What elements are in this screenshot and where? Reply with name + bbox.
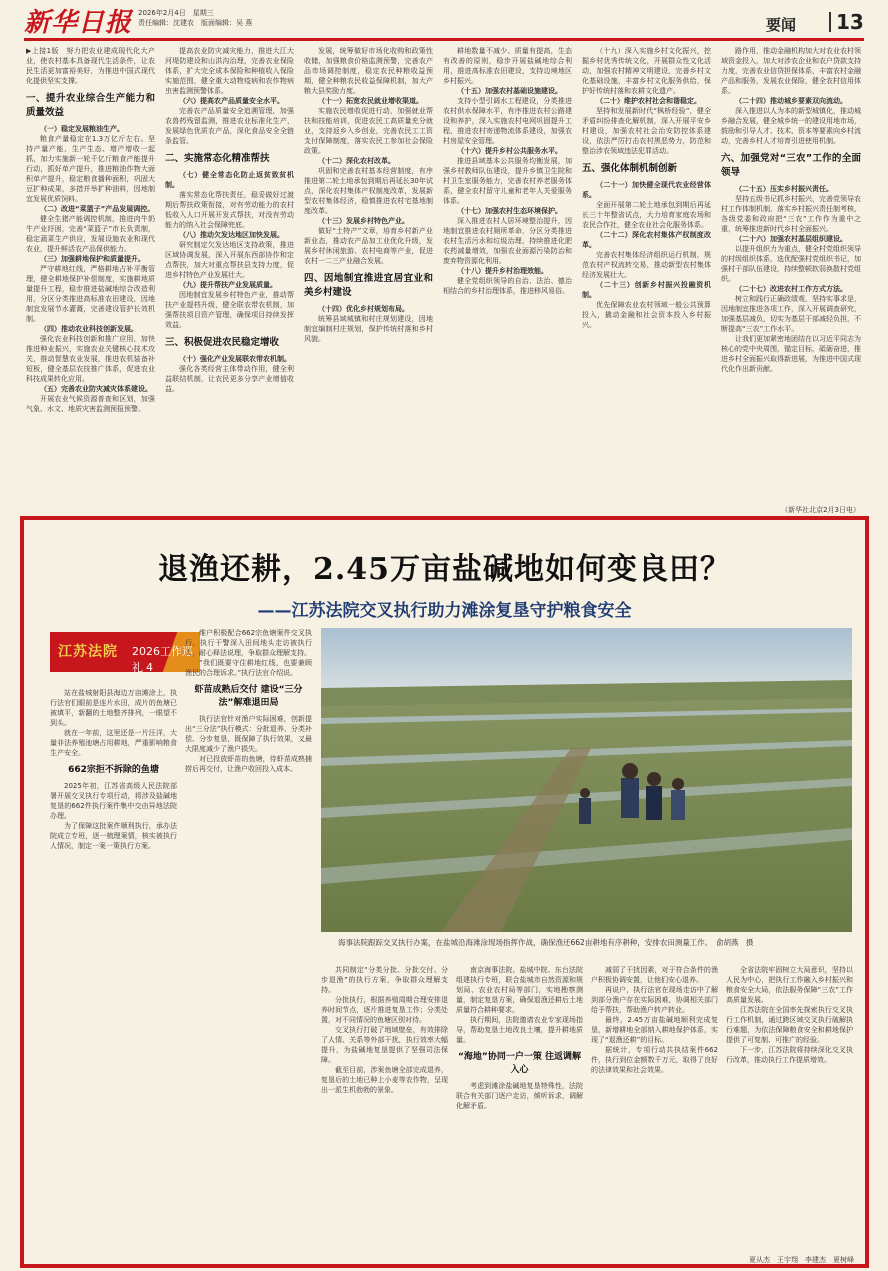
article-column-3 [304, 46, 433, 501]
paragraph-heading: （七）健全常态化防止返贫致贫机制。 [165, 171, 294, 189]
subheading: 四、因地制宜推进宜居宜业和美乡村建设 [304, 273, 433, 298]
subheading: 六、加强党对“三农”工作的全面领导 [721, 153, 861, 178]
series-logo [50, 632, 200, 672]
paragraph: 维户积极配合662宗鱼塘案件交叉执行，执行干警深入田间地头走访被执行人，耐心释法说理，争取群众理解支持。 [185, 629, 312, 657]
paragraph: 分批执行，根据养殖周期合理安排退养时间节点，逐片推进复垦工作；分类处置，对不同情况的鱼塘区别对待。 [321, 996, 448, 1024]
paragraph-heading: （十一）拓宽农民就业增收渠道。 [318, 97, 423, 105]
article-column-2 [165, 46, 294, 501]
paragraph-heading: （二十七）改进农村工作方式方法。 [735, 285, 847, 293]
masthead [0, 0, 888, 44]
paragraph: 优先保障农业农村领域一般公共预算投入，撬动金融和社会资本投入乡村振兴。 [582, 301, 711, 329]
feature-headline: 退渔还耕，2.45万亩盐碱地如何变良田？ [157, 552, 732, 587]
date-line: 2026年2月4日 星期三 [138, 9, 214, 17]
paragraph: 为了保障这批案件顺利执行，承办法院成立专班，逐一梳理案情，核实被执行人情况，制定一案一策执行方案。 [50, 822, 177, 850]
paragraph: 巩固和完善农村基本经营制度，有序推进第二轮土地承包到期后再延长30年试点，深化农村集体产权制度改革，发展新型农村集体经济，稳慎推进农村宅基地制度改革。 [304, 167, 433, 215]
feature-column-2 [185, 628, 312, 1268]
article-column-5 [582, 46, 711, 501]
paragraph: 做好“土特产”文章，培育乡村新产业新业态，推动农产品加工业优化升级，发展乡村休闲旅游、农村电商等产业，促进农村一二三产业融合发展。 [304, 227, 433, 265]
paragraph: 开展农业气候资源普查和区划，加强气象、水文、地质灾害监测预报预警。 [26, 395, 155, 413]
paragraph: 执行期间，法院邀请农业专家现场指导，帮助复垦土地改良土壤，提升耕地质量。 [456, 1016, 583, 1044]
paragraph: 以提升组织力为重点，健全村党组织领导的村级组织体系，选优配强村党组织书记，加强村干部队伍建设，持续整顿软弱涣散村党组织。 [721, 245, 861, 283]
article-column-1 [26, 46, 155, 501]
paragraph: 粮食产量稳定在1.3万亿斤左右。坚持产量产能、生产生态、增产增收一起抓，加力实施新一轮千亿斤粮食产能提升行动，抓好单产提升，推进粮油作物大面积单产提升，稳定粮食播种面积，巩固大豆扩种成果，多措并举扩种油料，因地制宜发展优质饲料。 [26, 135, 155, 203]
paragraph: 南京海事法院、盐城中院、东台法院组建执行专班，联合盐城市自然资源和规划局、农业农村局等部门，实地勘察测量，制定复垦方案，确保退渔还耕后土地质量符合耕种要求。 [456, 966, 583, 1014]
masthead-info [138, 8, 252, 28]
paragraph: 执行法官针对渔户实际困难，创新提出“三分法”执行模式：分批退养、分类补偿、分步复垦，既保障了执行效果，又最大限度减少了渔户损失。 [185, 715, 312, 753]
paragraph: 完善农村集体经济组织运行机制，规范农村产权流转交易，推动新型农村集体经济发展壮大。 [582, 251, 711, 279]
paragraph-heading: （二）改进“菜篮子”产品发展调控。 [40, 205, 155, 213]
paragraph-heading: （一）稳定发展粮油生产。 [40, 125, 124, 133]
paragraph: 实施农民增收促进行动，加强就业帮扶和技能培训，促进农民工高质量充分就业，支持返乡入乡创业，完善农民工工资支付保障制度，落实农民工参加社会保险政策。 [304, 107, 433, 155]
paragraph: “我们既要守住耕地红线，也要兼顾渔民的合理诉求。”执行法官介绍说。 [185, 659, 312, 677]
paragraph: 最终，2.45万亩盐碱地顺利完成复垦，新增耕地全部纳入耕地保护体系，实现了“退渔还耕”的目标。 [591, 1016, 718, 1044]
paragraph: 全省法院牢固树立大局意识，坚持以人民为中心，把执行工作融入乡村振兴和粮食安全大局，依法服务保障“三农”工作高质量发展。 [726, 966, 853, 1004]
paragraph: 因地制宜发展乡村特色产业，推动帮扶产业提档升级，健全联农带农机制，加强帮扶项目资产管理，确保项目持续发挥效益。 [165, 291, 294, 329]
feature-column-6 [726, 965, 853, 1250]
masthead-divider [829, 12, 831, 32]
paragraph: 据统计，专项行动共执结案件662件，执行到位金额数千万元，取得了良好的法律效果和社会效果。 [591, 1046, 718, 1074]
paragraph-heading: （二十三）创新乡村振兴投融资机制。 [582, 281, 711, 299]
paragraph: 支持小型引调水工程建设，分类推进农村供水保障水平，有序推进农村公路建设和养护，深入实施农村电网巩固提升工程，推进农村寄递物流体系建设，加强农村房屋安全管理。 [443, 97, 572, 145]
wetland-field-photo [321, 628, 852, 932]
feature-column-1 [50, 688, 177, 1268]
feature-column-4 [456, 965, 583, 1268]
feature-column-3 [321, 965, 448, 1268]
paragraph: 江苏法院在全国率先探索执行交叉执行工作机制，通过跨区域交叉执行破解执行难题，为依法保障粮食安全和耕地保护提供了可复制、可推广的经验。 [726, 1006, 853, 1044]
article-column-6 [721, 46, 861, 501]
subheading: 二、实施常态化精准帮扶 [165, 153, 270, 164]
paragraph-heading: （二十二）深化农村集体产权制度改革。 [582, 231, 711, 249]
paragraph-heading: （十八）提升乡村治理效能。 [457, 267, 548, 275]
section-name: 要闻 [766, 16, 797, 34]
paragraph: 深入推进农村人居环境整治提升，因地制宜推进农村厕所革命，分区分类推进农村生活污水和垃圾治理，持续推进化肥农药减量增效，加强农业面源污染防治和废弃物资源化利用。 [443, 217, 572, 265]
paragraph: 严守耕地红线，严格耕地占补平衡管理，健全耕地保护补偿制度，实施耕地质量提升工程，稳步推进盐碱地综合改造利用，分区分类推进高标准农田建设，因地制宜发展节水灌溉，完善建设管护长效机制。 [26, 265, 155, 323]
paragraph-heading: （十七）加强农村生态环境保护。 [457, 207, 562, 215]
paragraph: 强化各类经营主体带动作用，健全利益联结机制，让农民更多分享产业增值收益。 [165, 365, 294, 393]
masthead-rule [24, 38, 864, 41]
paragraph: 就在一年前，这里还是一片汪洋，大量非法养殖池塘占用耕地，严重影响粮食生产安全。 [50, 729, 177, 757]
article-column-4 [443, 46, 572, 501]
paragraph: 深入推进以人为本的新型城镇化，推动城乡融合发展，健全城乡统一的建设用地市场，鼓励和引导人才、技术、资本等要素向乡村流动，完善乡村人才培育引进使用机制。 [721, 107, 861, 145]
subheading: 五、强化体制机制创新 [582, 163, 678, 174]
paragraph-heading: （二十五）压实乡村振兴责任。 [735, 185, 833, 193]
newspaper-logo: 新华日报 [24, 8, 133, 38]
feature-article [20, 516, 869, 1268]
paragraph: 2025年初，江苏省高级人民法院部署开展交叉执行专项行动，将涉及盐碱地复垦的662件执行案件集中交由异地法院办理。 [50, 782, 177, 820]
paragraph: 坚持五级书记抓乡村振兴，完善党领导农村工作体制机制，落实乡村振兴责任制考核，各级党委和政府把“三农”工作作为重中之重，统筹推进新时代乡村全面振兴。 [721, 195, 861, 233]
paragraph: 坚持和发展新时代“枫桥经验”，健全矛盾纠纷排查化解机制，深入开展平安乡村建设，加强农村社会治安防控体系建设，依法严厉打击农村黑恶势力，防范和整治涉农领域违法犯罪活动。 [582, 107, 711, 155]
paragraph: 强化农业科技创新和推广应用，加快推进种业振兴，实施农业关键核心技术攻关，推动智慧农业发展，推进农机装备补短板，健全基层农技推广体系，促进农业科技成果转化应用。 [26, 335, 155, 383]
photo-caption: 海事法院跟踪交叉执行办案，在盐城沿海滩涂现场指挥作战，确保渔还662亩耕地有序耕种，安排农田测量工作。 俞胡燕 摄 [338, 938, 754, 947]
editor-line: 责任编辑：沈建农 版面编辑：吴 燕 [138, 19, 253, 27]
paragraph-heading: （八）推动欠发达地区加快发展。 [179, 231, 284, 239]
paragraph: 减弱了干扰因素，对于符合条件的渔户积极协调安置，让他们安心退养。 [591, 966, 718, 984]
subheading: 虾苗成熟后交付 建设“三分法”解难退田局 [194, 685, 303, 708]
paragraph-heading: （十三）发展乡村特色产业。 [318, 217, 409, 225]
paragraph: 交叉执行打破了地域壁垒，有效排除了人情、关系等外部干扰，执行效率大幅提升，为盐碱地复垦提供了坚强司法保障。 [321, 1026, 448, 1064]
feature-byline: 夏从杰 王宇翔 李建杰 夏树峰 [749, 1256, 854, 1264]
paragraph: 共同制定“分类分批、分批交付、分步退渔”的执行方案，争取群众理解支持。 [321, 966, 448, 994]
paragraph: （十九）深入实施乡村文化振兴，挖掘乡村优秀传统文化，开展群众性文化活动，加强农村精神文明建设，完善乡村文化基础设施，丰富乡村文化服务供给，保护好传统村落和农耕文化遗产。 [582, 47, 711, 95]
paragraph-heading: （二十）维护农村社会和谐稳定。 [596, 97, 701, 105]
paragraph: 统筹县域城镇和村庄规划建设，因地制宜编制村庄规划，保护传统村落和乡村风貌。 [304, 315, 433, 343]
paragraph: 研究制定欠发达地区支持政策，推进区域协调发展，深入开展东西部协作和定点帮扶，加大对重点帮扶县支持力度，促进乡村特色产业发展壮大。 [165, 241, 294, 279]
paragraph-heading: （十四）优化乡村规划布局。 [318, 305, 409, 313]
paragraph-heading: （六）提高农产品质量安全水平。 [179, 97, 284, 105]
series-logo-subtitle: 2026工作巡礼 4 [132, 645, 193, 672]
subheading: “海地”协同一户一策 往返调解入心 [458, 1052, 581, 1075]
paragraph-heading: （十六）提升乡村公共服务水平。 [457, 147, 562, 155]
paragraph: 全面开展第二轮土地承包到期后再延长三十年整省试点，大力培育家庭农场和农民合作社，健全农业社会化服务体系。 [582, 201, 711, 229]
feature-column-5 [591, 965, 718, 1268]
series-logo-number: 4 [146, 661, 153, 672]
paragraph: 耕地数量不减少、质量有提高，生态有改善的原则，稳步开展盐碱地综合利用，推进高标准农田建设，支持边境地区乡村振兴。 [443, 47, 572, 85]
paragraph-heading: （二十四）推动城乡要素双向流动。 [735, 97, 847, 105]
paragraph-heading: （十五）加强农村基础设施建设。 [457, 87, 562, 95]
paragraph-heading: （二十一）加快健全现代农业经营体系。 [582, 181, 711, 199]
article-lead: ▶上接1版 努力把农业建成现代化大产业，使农村基本具备现代生活条件，让农民生活更加富裕美好，为推进中国式现代化提供坚实支撑。 [26, 47, 155, 85]
paragraph: 让我们更加紧密地团结在以习近平同志为核心的党中央周围，锚定目标，砥砺奋进，推进乡村全面振兴取得新进展，为推进中国式现代化作出新贡献。 [721, 335, 861, 373]
paragraph: 完善农产品质量安全追溯管理，加强农兽药残留监测，推进农业标准化生产，发展绿色优质农产品，深化食品安全全链条监管。 [165, 107, 294, 145]
paragraph-heading: （九）提升帮扶产业发展质量。 [179, 281, 277, 289]
paragraph-heading: （二十六）加强农村基层组织建设。 [735, 235, 847, 243]
paragraph-heading: （十）强化产业发展联农带农机制。 [179, 355, 291, 363]
paragraph: 路作用，推动金融机构加大对农业农村领域资金投入，加大对涉农企业和农户贷款支持力度，完善农业信贷担保体系，丰富农村金融产品和服务，发展农业保险，健全农村信用体系。 [721, 47, 861, 95]
paragraph: 落实常态化帮扶责任，稳妥做好过渡期后帮扶政策衔接，对有劳动能力的农村低收入人口开展开发式帮扶，对没有劳动能力的纳入社会保障兜底。 [165, 191, 294, 229]
section-heading-1: 一、提升农业综合生产能力和质量效益 [26, 93, 155, 118]
subheading: 三、积极促进农民稳定增收 [165, 337, 280, 348]
paragraph: 再说户，执行法官在现场走访中了解到部分渔户存在实际困难，协调相关部门给予帮扶，帮助渔户转产转业。 [591, 986, 718, 1014]
paragraph: 发展，统筹做好市场化收购和政策性收储，加强粮食价格监测预警，完善农产品市场调控制度，稳定农民种粮收益预期，健全种粮农民收益保障机制，加大产粮大县奖励力度。 [304, 47, 433, 95]
paragraph: 下一步，江苏法院将持续深化交叉执行改革，推动执行工作提质增效。 [726, 1046, 853, 1064]
paragraph: 考虑到滩涂盐碱地复垦特殊性，法院联合有关部门逐户走访，倾听诉求，调解化解矛盾。 [456, 1082, 583, 1110]
paragraph-heading: （三）加强耕地保护和质量提升。 [40, 255, 145, 263]
subheading: 662宗拒不拆除的鱼塘 [68, 765, 159, 775]
paragraph: 截至目前，涉案鱼塘全部完成退养，复垦后的土地已种上小麦等农作物，呈现出一派生机勃勃的景象。 [321, 1066, 448, 1094]
page-number: 13 [836, 10, 864, 34]
paragraph: 站在盐城射阳县海边万亩滩涂上，执行法官们眼前是连片水田，成片的鱼塘已被填平，新翻的土地整齐排列，一眼望不到头。 [50, 689, 177, 727]
article-byline: （新华社北京2月3日电） [781, 506, 860, 514]
paragraph: 提高农业防灾减灾能力，推进大江大河堤防建设和山洪沟治理，完善农业保险体系，扩大完全成本保险和种植收入保险实施范围，健全重大动物疫病和农作物病虫害监测预警体系。 [165, 47, 294, 95]
paragraph-heading: （四）推动农业科技创新发展。 [40, 325, 138, 333]
feature-photo [321, 628, 852, 932]
series-logo-title: 江苏法院 [58, 644, 118, 660]
paragraph: 推进县域基本公共服务均衡发展，加强乡村教师队伍建设，提升乡镇卫生院和村卫生室服务能力，完善农村养老服务体系，健全农村留守儿童和老年人关爱服务体系。 [443, 157, 572, 205]
paragraph-heading: （十二）深化农村改革。 [318, 157, 395, 165]
paragraph: 健全生猪产能调控机制，推进肉牛奶牛产业纾困，完善“菜篮子”市长负责制，稳定蔬菜生产供应，发展设施农业和现代农业，提升鲜活农产品保供能力。 [26, 215, 155, 253]
feature-subhead: ——江苏法院交叉执行助力滩涂复垦守护粮食安全 [257, 601, 632, 621]
paragraph: 树立和践行正确政绩观，坚持实事求是，因地制宜推进各项工作，深入开展调查研究，加强基层减负，切实为基层干部减轻负担，不断提高“三农”工作水平。 [721, 295, 861, 333]
paragraph: 对已投放虾苗的鱼塘，待虾苗成熟捕捞后再交付，让渔户收回投入成本。 [185, 755, 312, 773]
paragraph: 健全党组织领导的自治、法治、德治相结合的乡村治理体系，推进移风易俗。 [443, 277, 572, 295]
paragraph-heading: （五）完善农业防灾减灾体系建设。 [40, 385, 152, 393]
